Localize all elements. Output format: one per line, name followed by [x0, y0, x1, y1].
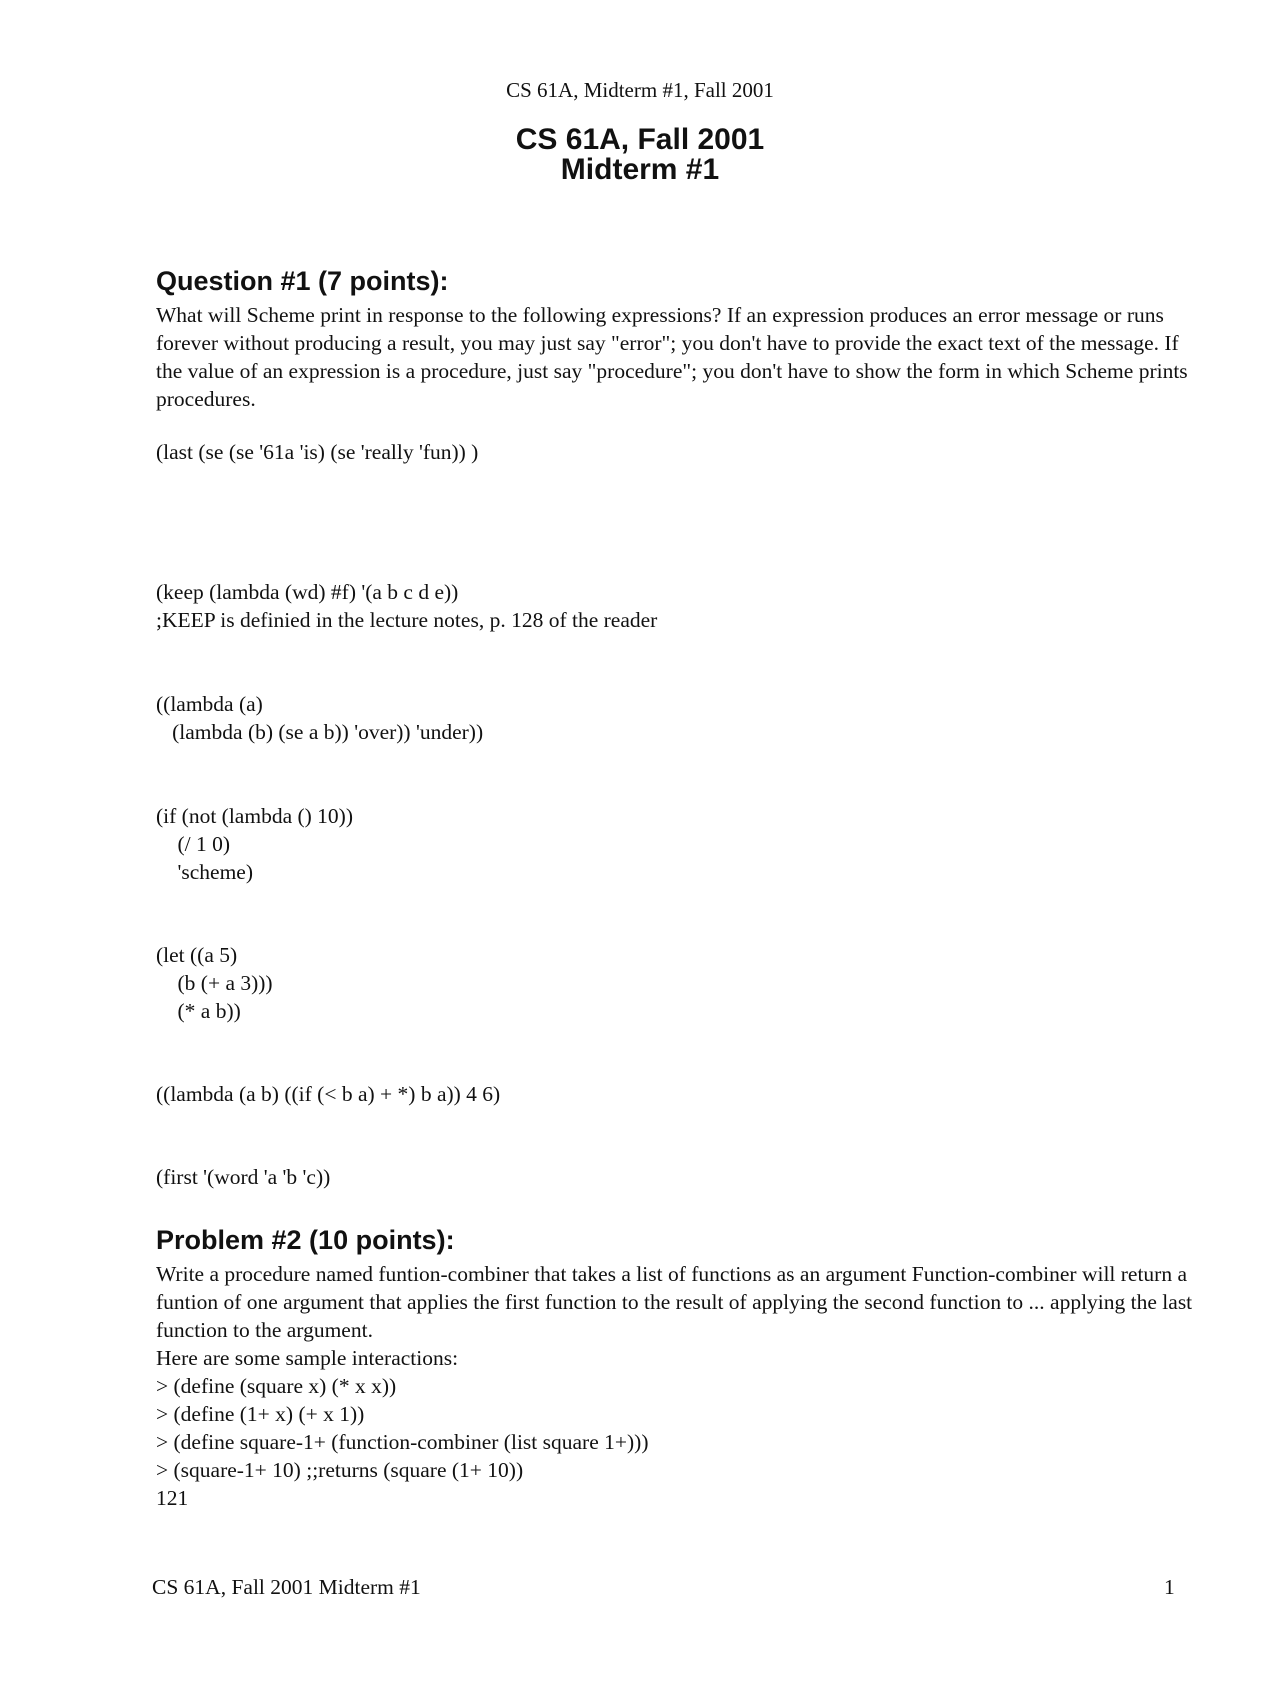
question-1-heading: Question #1 (7 points):: [156, 266, 449, 296]
interaction-line: > (define square-1+ (function-combiner (list square 1+))): [156, 1430, 649, 1454]
interaction-line: > (define (square x) (* x x)): [156, 1374, 397, 1398]
expression-4: (if (not (lambda () 10)) (/ 1 0) 'scheme): [156, 804, 354, 884]
running-header: CS 61A, Midterm #1, Fall 2001: [506, 78, 774, 102]
page-title: [0, 125, 1280, 185]
page-title-line-2: Midterm #1: [560, 153, 720, 186]
expression-2: (keep (lambda (wd) #f) '(a b c d e)) ;KEEP is definied in the lecture notes, p. 128 of the reader: [156, 580, 658, 632]
expression-5: (let ((a 5) (b (+ a 3))) (* a b)): [156, 943, 273, 1023]
expression-1: (last (se (se '61a 'is) (se 'really 'fun)) ): [156, 440, 479, 464]
problem-2-text: Write a procedure named funtion-combiner that takes a list of functions as an argument Function-combiner will return a funtion of one argument that applies the first function to the result of applying the second function to ... applying the last function to the argument.: [156, 1262, 1193, 1342]
expression-7: (first '(word 'a 'b 'c)): [156, 1165, 331, 1189]
interaction-line: > (define (1+ x) (+ x 1)): [156, 1402, 365, 1426]
problem-2-intro: Here are some sample interactions:: [156, 1346, 459, 1370]
page-number: 1: [1164, 1575, 1175, 1599]
question-1-instructions: What will Scheme print in response to the following expressions? If an expression produces an error message or runs forever without producing a result, you may just say "error"; you don't have to provide the exact text of the message. If the value of an expression is a procedure, just say "procedure"; you don't have to show the form in which Scheme prints procedures.: [156, 303, 1188, 411]
footer-title: CS 61A, Fall 2001 Midterm #1: [152, 1575, 421, 1599]
problem-2-description: [156, 1260, 1196, 1512]
expression-6: ((lambda (a b) ((if (< b a) + *) b a)) 4 6): [156, 1082, 501, 1106]
expression-3: ((lambda (a) (lambda (b) (se a b)) 'over)) 'under)): [156, 692, 484, 744]
page-title-line-1: CS 61A, Fall 2001: [515, 123, 765, 156]
interaction-line: > (square-1+ 10) ;;returns (square (1+ 10)): [156, 1458, 524, 1482]
problem-2-heading: Problem #2 (10 points):: [156, 1225, 455, 1255]
interaction-result: 121: [156, 1486, 189, 1510]
